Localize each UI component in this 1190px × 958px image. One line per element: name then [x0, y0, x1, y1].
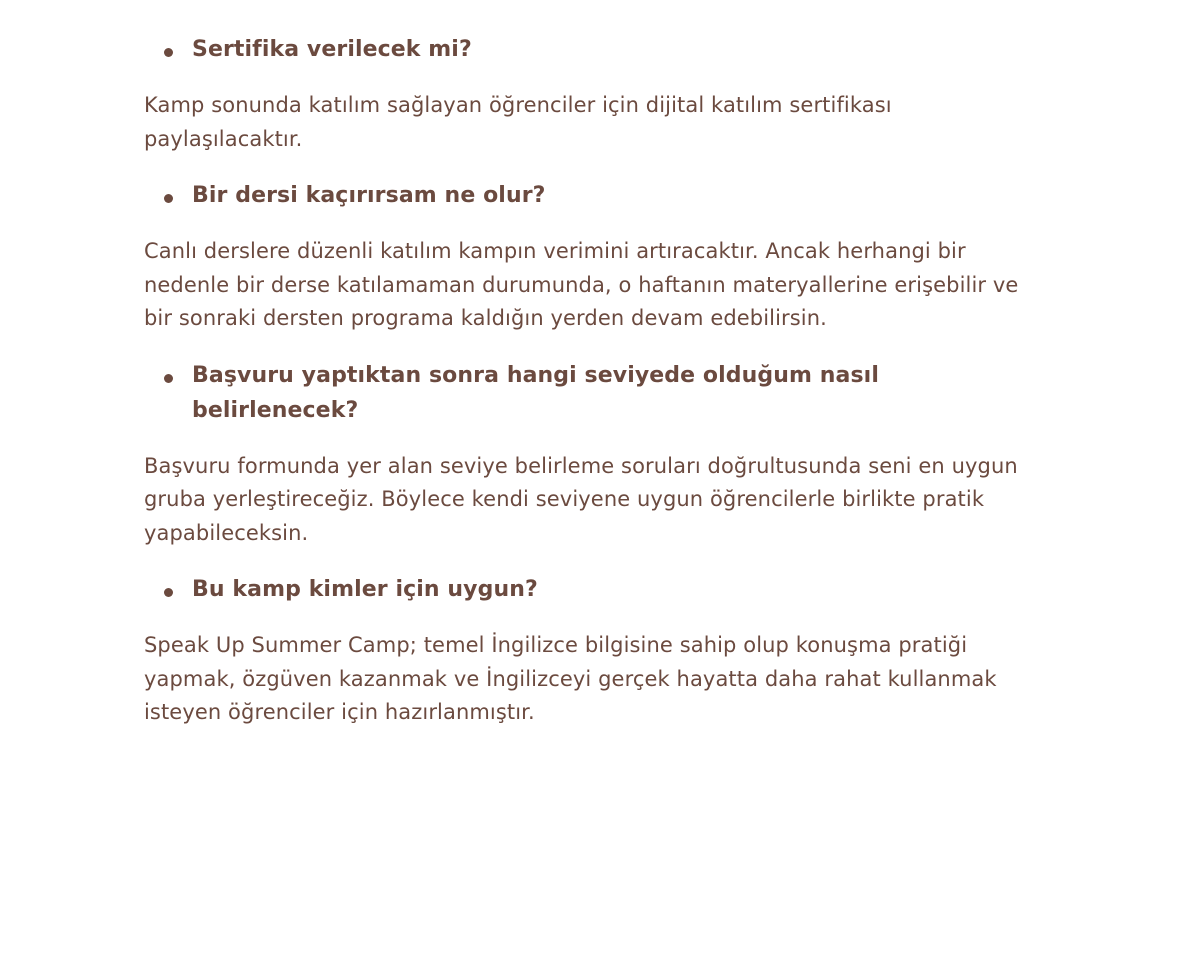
faq-answer: Başvuru formunda yer alan seviye belirleme soruları doğrultusunda seni en uygun gruba yerleştireceğiz. Böylece kendi seviyene uygun öğrencilerle birlikte pratik yapabileceksin. [144, 453, 1018, 545]
faq-question-text: Bir dersi kaçırırsam ne olur? [192, 183, 546, 208]
faq-question-text: Başvuru yaptıktan sonra hangi seviyede olduğum nasıl belirlenecek? [192, 362, 879, 423]
faq-item [144, 32, 1044, 156]
bullet-icon [164, 374, 173, 383]
bullet-icon [164, 588, 173, 597]
faq-question [144, 32, 1044, 67]
faq-answer: Canlı derslere düzenli katılım kampın verimini artıracaktır. Ancak herhangi bir nedenle bir derse katılamaman durumunda, o haftanın materyallerine erişebilir ve bir sonraki dersten programa kaldığın yerden devam edebilirsin. [144, 239, 1019, 330]
faq-question-text: Bu kamp kimler için uygun? [192, 577, 538, 602]
bullet-icon [164, 48, 173, 57]
faq-answer: Kamp sonunda katılım sağlayan öğrenciler için dijital katılım sertifikası paylaşılacaktır. [144, 93, 892, 151]
faq-answer: Speak Up Summer Camp; temel İngilizce bilgisine sahip olup konuşma pratiği yapmak, özgüven kazanmak ve İngilizceyi gerçek hayatta daha rahat kullanmak isteyen öğrenciler için hazırlanmıştır. [144, 633, 997, 724]
faq-question [144, 178, 1044, 213]
faq-item [144, 358, 1044, 551]
faq-question [144, 572, 1044, 607]
faq-question [144, 358, 1044, 428]
bullet-icon [164, 194, 173, 203]
faq-section [144, 32, 1044, 752]
faq-item [144, 178, 1044, 336]
faq-item [144, 572, 1044, 730]
faq-question-text: Sertifika verilecek mi? [192, 37, 472, 62]
